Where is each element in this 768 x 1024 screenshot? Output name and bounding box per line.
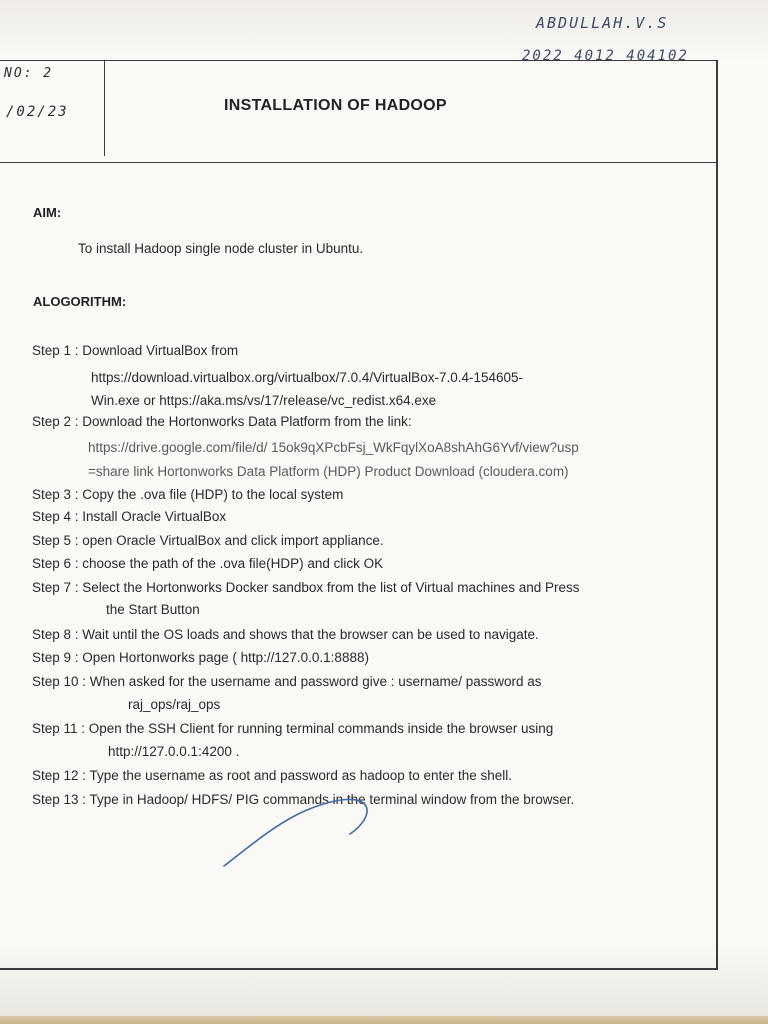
exercise-date: /02/23 [6,104,69,120]
step-2: Step 2 : Download the Hortonworks Data Platform from the link: [32,414,412,429]
step-4: Step 4 : Install Oracle VirtualBox [32,509,227,524]
student-name: ABDULLAH.V.S [536,14,669,32]
page-title: INSTALLATION OF HADOOP [224,97,447,114]
algorithm-heading: ALOGORITHM: [33,294,127,309]
step-6: Step 6 : choose the path of the .ova file(HDP) and click OK [32,556,384,571]
signature-mark [220,790,380,870]
step-5: Step 5 : open Oracle VirtualBox and click import appliance. [32,533,384,548]
header-rule [0,162,716,163]
step-1: Step 1 : Download VirtualBox from [32,343,239,358]
page-edge [0,1016,768,1024]
step-7-continued: the Start Button [106,602,200,617]
step-3: Step 3 : Copy the .ova file (HDP) to the local system [32,487,344,502]
header-divider [104,60,105,156]
aim-text: To install Hadoop single node cluster in Ubuntu. [78,241,364,256]
step-12: Step 12 : Type the username as root and password as hadoop to enter the shell. [32,768,513,783]
step-10-continued: raj_ops/raj_ops [128,697,221,712]
step-8: Step 8 : Wait until the OS loads and shows that the browser can be used to navigate. [32,627,539,642]
step-2-link: =share link Hortonworks Data Platform (HDP) Product Download (cloudera.com) [88,464,569,479]
step-11: Step 11 : Open the SSH Client for running terminal commands inside the browser using [32,721,554,736]
step-2-url: https://drive.google.com/file/d/ 15ok9qXPcbFsj_WkFqylXoA8shAhG6Yvf/view?usp [88,440,579,455]
step-10: Step 10 : When asked for the username and password give : username/ password as [32,674,542,689]
aim-heading: AIM: [33,205,62,220]
step-7: Step 7 : Select the Hortonworks Docker sandbox from the list of Virtual machines and Press [32,580,580,595]
step-13: Step 13 : Type in Hadoop/ HDFS/ PIG commands in the terminal window from the browser. [32,792,575,807]
exercise-number: NO: 2 [4,66,54,81]
step-1-url-2: Win.exe or https://aka.ms/vs/17/release/vc_redist.x64.exe [91,393,437,408]
register-number: 2022 4012 404102 [522,48,689,64]
step-11-url: http://127.0.0.1:4200 . [108,744,240,759]
step-1-url-1: https://download.virtualbox.org/virtualbox/7.0.4/VirtualBox-7.0.4-154605- [91,370,524,385]
step-9: Step 9 : Open Hortonworks page ( http://127.0.0.1:8888) [32,650,369,665]
